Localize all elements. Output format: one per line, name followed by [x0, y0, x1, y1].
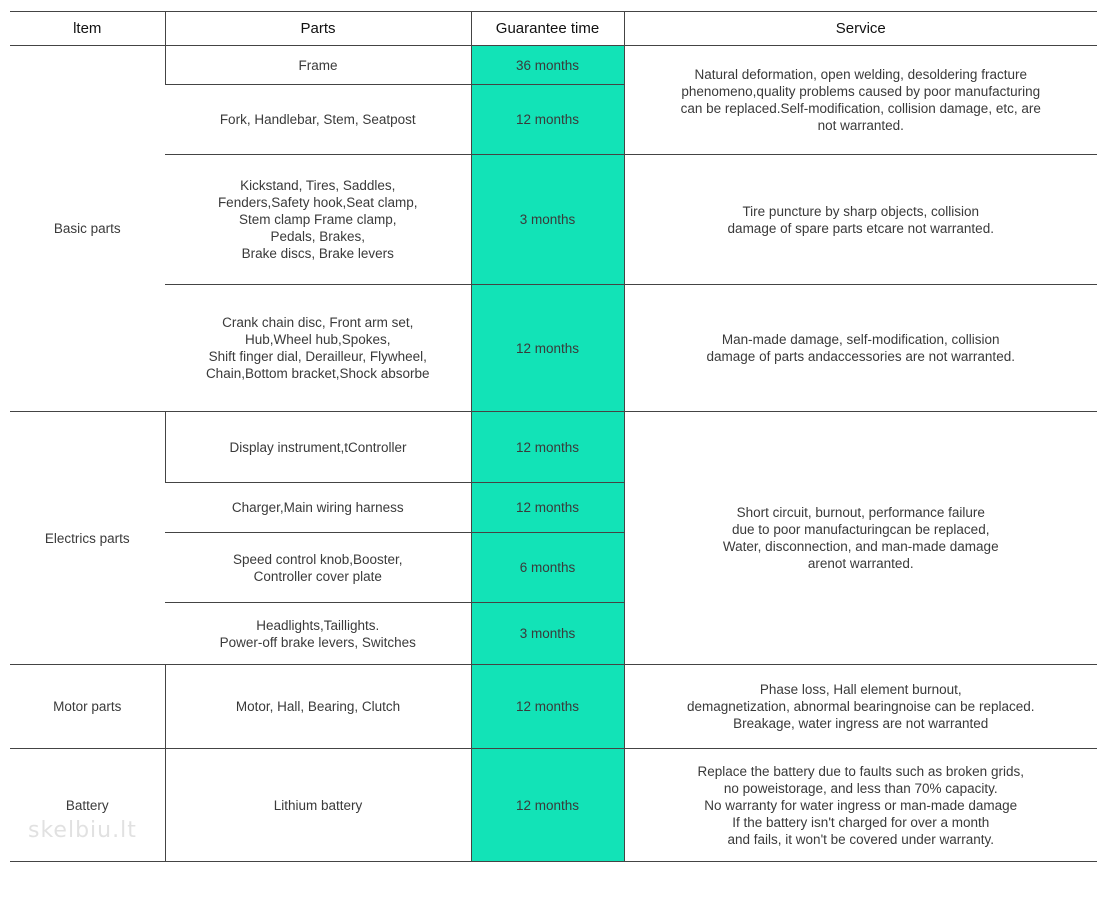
header-item: ltem	[10, 12, 165, 46]
table-row	[10, 285, 1097, 412]
guarantee-time-cell: 12 months	[471, 412, 624, 483]
service-cell	[624, 285, 1097, 412]
service-cell	[624, 412, 1097, 665]
text-line: no poweistorage, and less than 70% capacity.	[723, 780, 998, 796]
text-line: Water, disconnection, and man-made damage	[722, 539, 999, 554]
parts-cell	[165, 285, 471, 412]
text-line: can be replaced.Self-modification, collision damage, etc, are	[680, 101, 1041, 116]
text-line: Hub,Wheel hub,Spokes,	[244, 332, 391, 347]
service-cell	[624, 749, 1097, 862]
text-line: Lithium battery	[273, 797, 363, 813]
parts-cell	[165, 85, 471, 155]
text-line: demagnetization, abnormal bearingnoise can be replaced.	[687, 699, 1035, 714]
category-electrics-parts: Electrics parts	[10, 412, 165, 665]
guarantee-time-cell: 12 months	[471, 665, 624, 749]
table-row	[10, 155, 1097, 285]
guarantee-time-cell: 36 months	[471, 46, 624, 85]
parts-cell	[165, 533, 471, 603]
text-line: No warranty for water ingress or man-made damage	[704, 797, 1018, 813]
text-line: Pedals, Brakes,	[270, 229, 366, 244]
text-line: Headlights,Taillights.	[256, 617, 380, 633]
parts-cell	[165, 46, 471, 85]
table-row	[10, 46, 1097, 85]
header-parts: Parts	[165, 12, 471, 46]
text-line: Chain,Bottom bracket,Shock absorbe	[205, 366, 430, 381]
parts-cell	[165, 665, 471, 749]
text-line: Motor, Hall, Bearing, Clutch	[235, 699, 401, 714]
parts-cell	[165, 412, 471, 483]
text-line: Frame	[298, 57, 338, 73]
text-line: Controller cover plate	[253, 568, 382, 584]
text-line: Phase loss, Hall element burnout,	[759, 682, 962, 697]
guarantee-time-cell: 12 months	[471, 285, 624, 412]
text-line: not warranted.	[817, 118, 904, 133]
service-cell	[624, 155, 1097, 285]
text-line: Speed control knob,Booster,	[232, 551, 403, 567]
warranty-table	[10, 11, 1097, 862]
table-row	[10, 749, 1097, 862]
guarantee-time-cell: 12 months	[471, 749, 624, 862]
text-line: Fenders,Safety hook,Seat clamp,	[217, 195, 418, 210]
text-line: Tire puncture by sharp objects, collision	[742, 203, 980, 219]
text-line: Fork, Handlebar, Stem, Seatpost	[219, 112, 416, 127]
service-cell	[624, 665, 1097, 749]
header-row	[10, 12, 1097, 46]
text-line: Power-off brake levers, Switches	[219, 634, 416, 650]
text-line: Breakage, water ingress are not warranted	[733, 716, 989, 731]
category-basic-parts: Basic parts	[10, 46, 165, 412]
category-motor-parts: Motor parts	[10, 665, 165, 749]
guarantee-time-cell: 3 months	[471, 603, 624, 665]
text-line: phenomeno,quality problems caused by poor manufacturing	[681, 84, 1041, 99]
text-line: damage of spare parts etcare not warranted.	[727, 220, 994, 236]
parts-cell	[165, 483, 471, 533]
text-line: Short circuit, burnout, performance failure	[736, 505, 985, 520]
guarantee-time-cell: 12 months	[471, 85, 624, 155]
header-service: Service	[624, 12, 1097, 46]
text-line: Charger,Main wiring harness	[231, 500, 404, 515]
text-line: If the battery isn't charged for over a month	[732, 814, 990, 830]
text-line: Natural deformation, open welding, desoldering fracture	[694, 67, 1027, 82]
text-line: arenot warranted.	[807, 556, 914, 571]
guarantee-time-cell: 12 months	[471, 483, 624, 533]
parts-cell	[165, 749, 471, 862]
service-cell	[624, 46, 1097, 155]
guarantee-time-cell: 6 months	[471, 533, 624, 603]
text-line: Crank chain disc, Front arm set,	[222, 315, 414, 330]
table-row	[10, 665, 1097, 749]
text-line: Replace the battery due to faults such as broken grids,	[697, 763, 1024, 779]
category-battery: Battery	[10, 749, 165, 862]
guarantee-time-cell: 3 months	[471, 155, 624, 285]
watermark: skelbiu.lt	[28, 818, 137, 843]
text-line: Stem clamp Frame clamp,	[238, 212, 397, 227]
parts-cell	[165, 603, 471, 665]
text-line: Display instrument,tController	[229, 439, 407, 455]
text-line: due to poor manufacturingcan be replaced,	[732, 522, 990, 537]
table-row	[10, 412, 1097, 483]
text-line: Shift finger dial, Derailleur, Flywheel,	[208, 349, 427, 364]
text-line: damage of parts andaccessories are not warranted.	[706, 349, 1015, 364]
text-line: Kickstand, Tires, Saddles,	[240, 178, 396, 193]
text-line: Brake discs, Brake levers	[241, 246, 394, 261]
text-line: and fails, it won't be covered under warranty.	[727, 831, 994, 847]
text-line: Man-made damage, self-modification, collision	[721, 332, 1000, 347]
header-guarantee-time: Guarantee time	[471, 12, 624, 46]
parts-cell	[165, 155, 471, 285]
